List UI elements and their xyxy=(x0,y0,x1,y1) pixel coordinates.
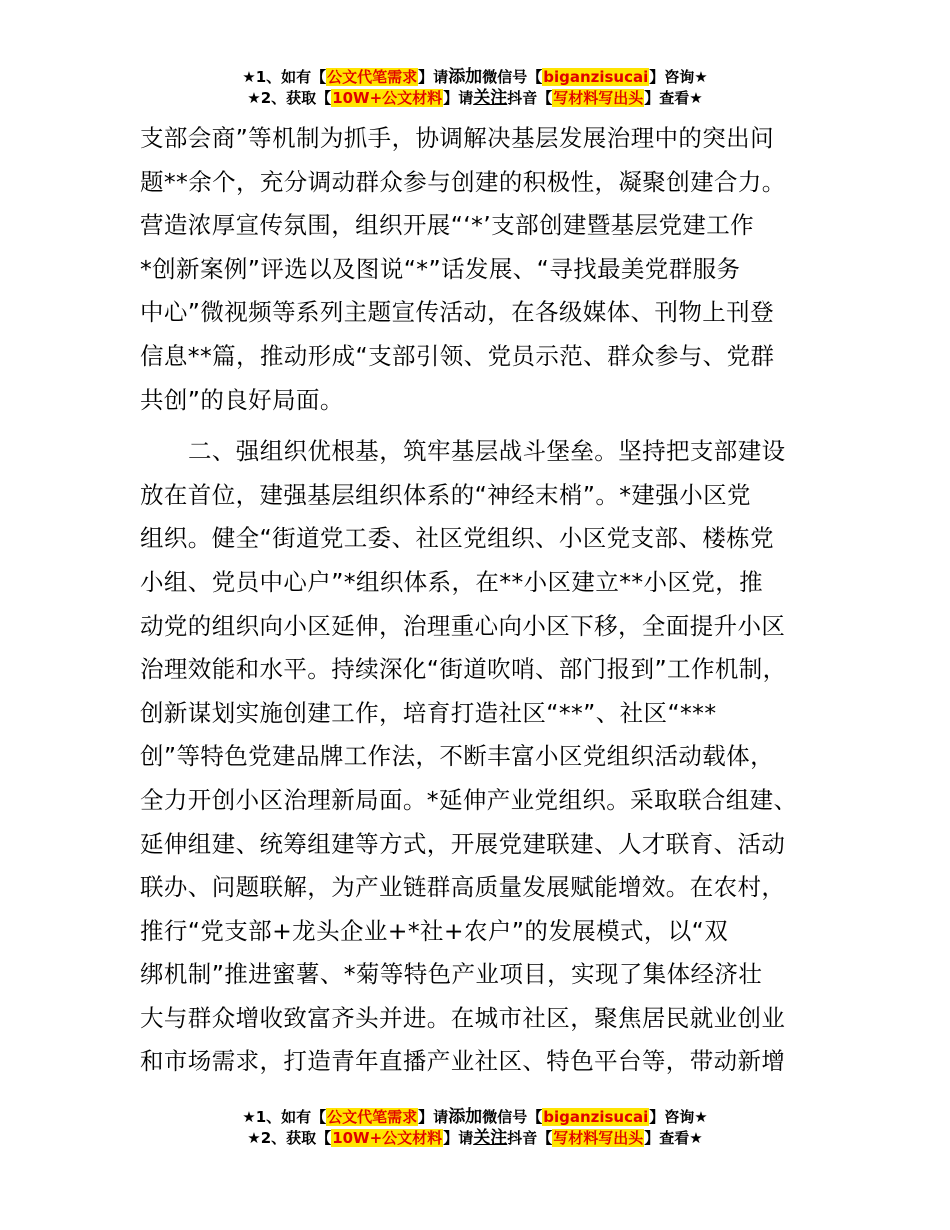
text-line: 信息**篇，推动形成“支部引领、党员示范、群众参与、党群 xyxy=(140,341,775,370)
text-line: 动党的组织向小区延伸，治理重心向小区下移，全面提升小区 xyxy=(140,611,786,640)
document-body xyxy=(140,117,840,1084)
banner-text: 】咨询★ xyxy=(649,1108,708,1126)
text-line: 推行“党支部+龙头企业+*社+农户”的发展模式，以“双 xyxy=(140,916,729,945)
paragraph-2 xyxy=(140,430,840,1084)
banner-text: 添加 xyxy=(448,67,483,87)
banner-text: 】咨询★ xyxy=(649,68,708,86)
text-line: 创新谋划实施创建工作，培育打造社区“**”、社区“*** xyxy=(140,698,717,727)
banner-text: 抖音【 xyxy=(507,89,553,107)
banner-text: 微信号【 xyxy=(482,1108,543,1126)
text-line: 小组、党员中心户”*组织体系，在**小区建立**小区党，推 xyxy=(140,567,764,596)
text-line: 治理效能和水平。持续深化“街道吹哨、部门报到”工作机制， xyxy=(140,655,787,684)
banner-text: ★1、如有【 xyxy=(242,68,327,86)
text-line: 组织。健全“街道党工委、社区党组织、小区党支部、楼栋党 xyxy=(140,524,774,553)
highlight-materials: 10W+公文材料 xyxy=(332,89,443,107)
text-line: 全力开创小区治理新局面。*延伸产业党组织。采取联合组建、 xyxy=(140,785,798,814)
text-line: 放在首位，建强基层组织体系的“神经末梢”。*建强小区党 xyxy=(140,480,751,509)
banner-line-1 xyxy=(0,67,950,88)
text-line: 营造浓厚宣传氛围，组织开展“‘*’支部创建暨基层党建工作 xyxy=(140,211,755,240)
highlight-service: 公文代笔需求 xyxy=(327,68,418,86)
banner-text: 】请 xyxy=(418,68,449,86)
text-line: 大与群众增收致富齐头并进。在城市社区，聚焦居民就业创业 xyxy=(140,1003,786,1032)
banner-text: ★1、如有【 xyxy=(242,1108,327,1126)
text-line: 共创”的良好局面。 xyxy=(140,385,344,414)
banner-text: 】请 xyxy=(443,89,474,107)
banner-line-2 xyxy=(0,88,950,109)
text-line: 延伸组建、统筹组建等方式，开展党建联建、人才联育、活动 xyxy=(140,829,786,858)
header-banner xyxy=(0,67,950,109)
text-line: 中心”微视频等系列主题宣传活动，在各级媒体、刊物上刊登 xyxy=(140,298,774,327)
text-line: 绑机制”推进蜜薯、*菊等特色产业项目，实现了集体经济壮 xyxy=(140,960,763,989)
text-line: 二、强组织优根基，筑牢基层战斗堡垒。坚持把支部建设 xyxy=(188,437,786,466)
banner-line-1 xyxy=(0,1107,950,1128)
text-line: *创新案例”评选以及图说“*”话发展、“寻找最美党群服务 xyxy=(140,254,741,283)
highlight-wechat-id: biganzisucai xyxy=(543,68,649,86)
highlight-douyin: 写材料写出头 xyxy=(553,1129,644,1147)
banner-text: 微信号【 xyxy=(482,68,543,86)
text-line: 联办、问题联解，为产业链群高质量发展赋能增效。在农村， xyxy=(140,873,786,902)
paragraph-1 xyxy=(140,117,840,422)
text-line: 支部会商”等机制为抓手，协调解决基层发展治理中的突出问 xyxy=(140,124,774,152)
footer-banner xyxy=(0,1107,950,1149)
banner-text: 】查看★ xyxy=(644,89,703,107)
banner-text: ★2、获取【 xyxy=(247,1129,332,1147)
highlight-douyin: 写材料写出头 xyxy=(553,89,644,107)
banner-text: 关注 xyxy=(473,1128,508,1148)
highlight-service: 公文代笔需求 xyxy=(327,1108,418,1126)
banner-text: 】请 xyxy=(443,1129,474,1147)
highlight-wechat-id: biganzisucai xyxy=(543,1108,649,1126)
text-line: 题**余个，充分调动群众参与创建的积极性，凝聚创建合力。 xyxy=(140,167,786,196)
banner-text: 添加 xyxy=(448,1107,483,1127)
paragraph-gap xyxy=(140,422,840,430)
highlight-materials: 10W+公文材料 xyxy=(332,1129,443,1147)
text-line: 创”等特色党建品牌工作法，不断丰富小区党组织活动载体， xyxy=(140,742,774,771)
banner-text: 】请 xyxy=(418,1108,449,1126)
banner-text: 】查看★ xyxy=(644,1129,703,1147)
banner-line-2 xyxy=(0,1128,950,1149)
text-line: 和市场需求，打造青年直播产业社区、特色平台等，带动新增 xyxy=(140,1047,786,1076)
banner-text: 关注 xyxy=(473,88,508,108)
banner-text: 抖音【 xyxy=(507,1129,553,1147)
banner-text: ★2、获取【 xyxy=(247,89,332,107)
